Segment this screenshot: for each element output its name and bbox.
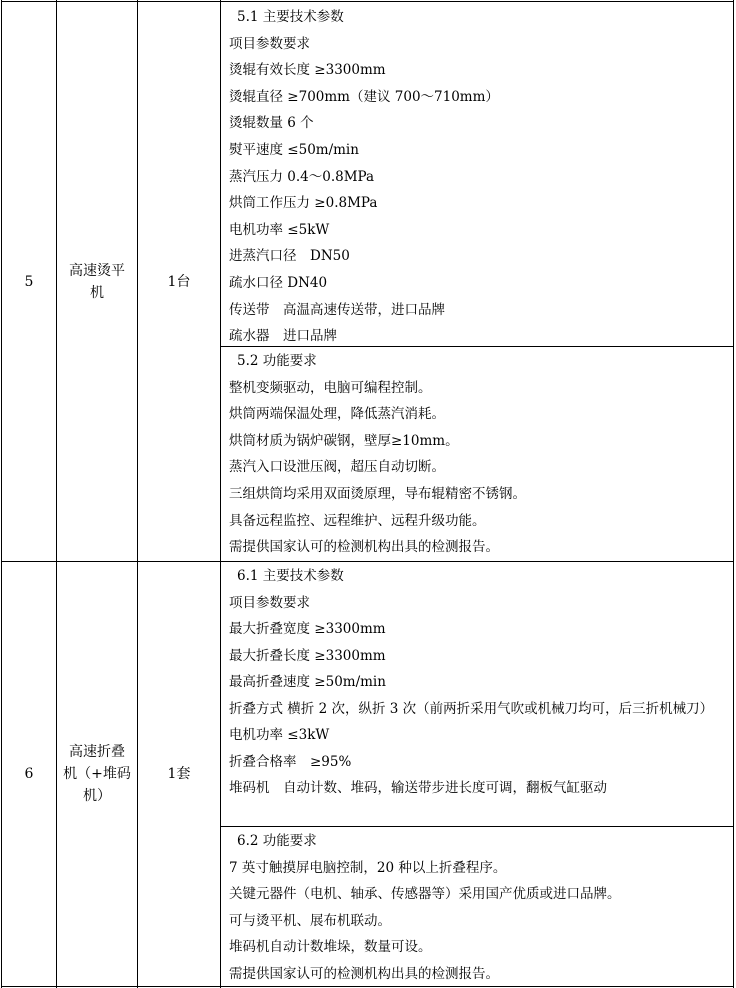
requirement-line: 整机变频驱动，电脑可编程控制。 <box>229 379 432 396</box>
spec-line: 项目参数要求 <box>229 594 310 611</box>
requirement-line: 关键元器件（电机、轴承、传感器等）采用国产优质或进口品牌。 <box>229 886 621 903</box>
requirement-line: 可与烫平机、展布机联动。 <box>229 912 391 929</box>
spec-line: 项目参数要求 <box>229 35 310 52</box>
spec-line: 熨平速度 ≤50m/min <box>229 141 359 158</box>
row-6-name <box>57 562 137 986</box>
row-5-name <box>57 2 137 561</box>
spec-line: 电机功率 ≤5kW <box>229 221 330 238</box>
section-divider-6 <box>220 826 734 827</box>
table-border-right <box>733 0 734 988</box>
section-heading: 5.2 功能要求 <box>237 353 317 369</box>
spec-line: 堆码机 自动计数、堆码，输送带步进长度可调，翻板气缸驱动 <box>229 780 607 797</box>
spec-line: 电机功率 ≤3kW <box>229 726 330 743</box>
spec-line: 疏水口径 DN40 <box>229 274 328 291</box>
equipment-name: 高速折叠 机（+堆码 机） <box>63 744 131 804</box>
spec-line: 最高折叠速度 ≥50m/min <box>229 674 386 691</box>
row-6-index <box>2 562 56 986</box>
row-index: 6 <box>24 766 34 782</box>
row-index: 5 <box>24 273 34 290</box>
spec-line: 传送带 高温高速传送带，进口品牌 <box>229 301 445 318</box>
requirement-line: 烘筒材质为锅炉碳钢，壁厚≥10mm。 <box>229 432 459 449</box>
requirement-line: 蒸汽入口设泄压阀，超压自动切断。 <box>229 459 445 476</box>
spec-line: 最大折叠长度 ≥3300mm <box>229 647 386 664</box>
spec-line: 折叠合格率 ≥95% <box>229 753 352 770</box>
equipment-name: 高速烫平 机 <box>69 262 125 301</box>
quantity: 1台 <box>167 273 191 290</box>
section-heading: 6.1 主要技术参数 <box>237 568 344 584</box>
quantity: 1套 <box>167 766 191 782</box>
row-5-qty <box>138 2 220 561</box>
spec-line: 最大折叠宽度 ≥3300mm <box>229 621 386 638</box>
section-heading: 6.2 功能要求 <box>237 833 317 849</box>
section-5-1 <box>229 4 729 350</box>
row-5-index <box>2 2 56 561</box>
spec-line: 疏水器 进口品牌 <box>229 328 337 345</box>
spec-line: 烫辊数量 6 个 <box>229 115 314 132</box>
section-6-1 <box>229 563 729 802</box>
spec-line: 进蒸汽口径 DN50 <box>229 248 350 265</box>
spec-line: 烫辊有效长度 ≥3300mm <box>229 62 386 79</box>
spec-line: 烘筒工作压力 ≥0.8MPa <box>229 195 378 212</box>
requirement-line: 需提供国家认可的检测机构出具的检测报告。 <box>229 539 499 556</box>
spec-line: 折叠方式 横折 2 次，纵折 3 次（前两折采用气吹或机械刀均可，后三折机械刀） <box>229 700 714 717</box>
requirement-line: 需提供国家认可的检测机构出具的检测报告。 <box>229 965 499 982</box>
requirement-line: 7 英寸触摸屏电脑控制，20 种以上折叠程序。 <box>229 859 507 876</box>
section-5-2 <box>229 348 729 561</box>
section-heading: 5.1 主要技术参数 <box>237 9 344 25</box>
requirement-line: 堆码机自动计数堆垛，数量可设。 <box>229 939 432 956</box>
requirement-line: 具备远程监控、远程维护、远程升级功能。 <box>229 512 486 529</box>
row-6-qty <box>138 562 220 986</box>
section-6-2 <box>229 828 729 988</box>
spec-line: 烫辊直径 ≥700mm（建议 700～710mm） <box>229 88 499 105</box>
spec-line: 蒸汽压力 0.4～0.8MPa <box>229 168 375 185</box>
requirement-line: 三组烘筒均采用双面烫原理，导布辊精密不锈钢。 <box>229 485 526 502</box>
column-divider-3 <box>220 0 221 988</box>
requirement-line: 烘筒两端保温处理，降低蒸汽消耗。 <box>229 406 445 423</box>
